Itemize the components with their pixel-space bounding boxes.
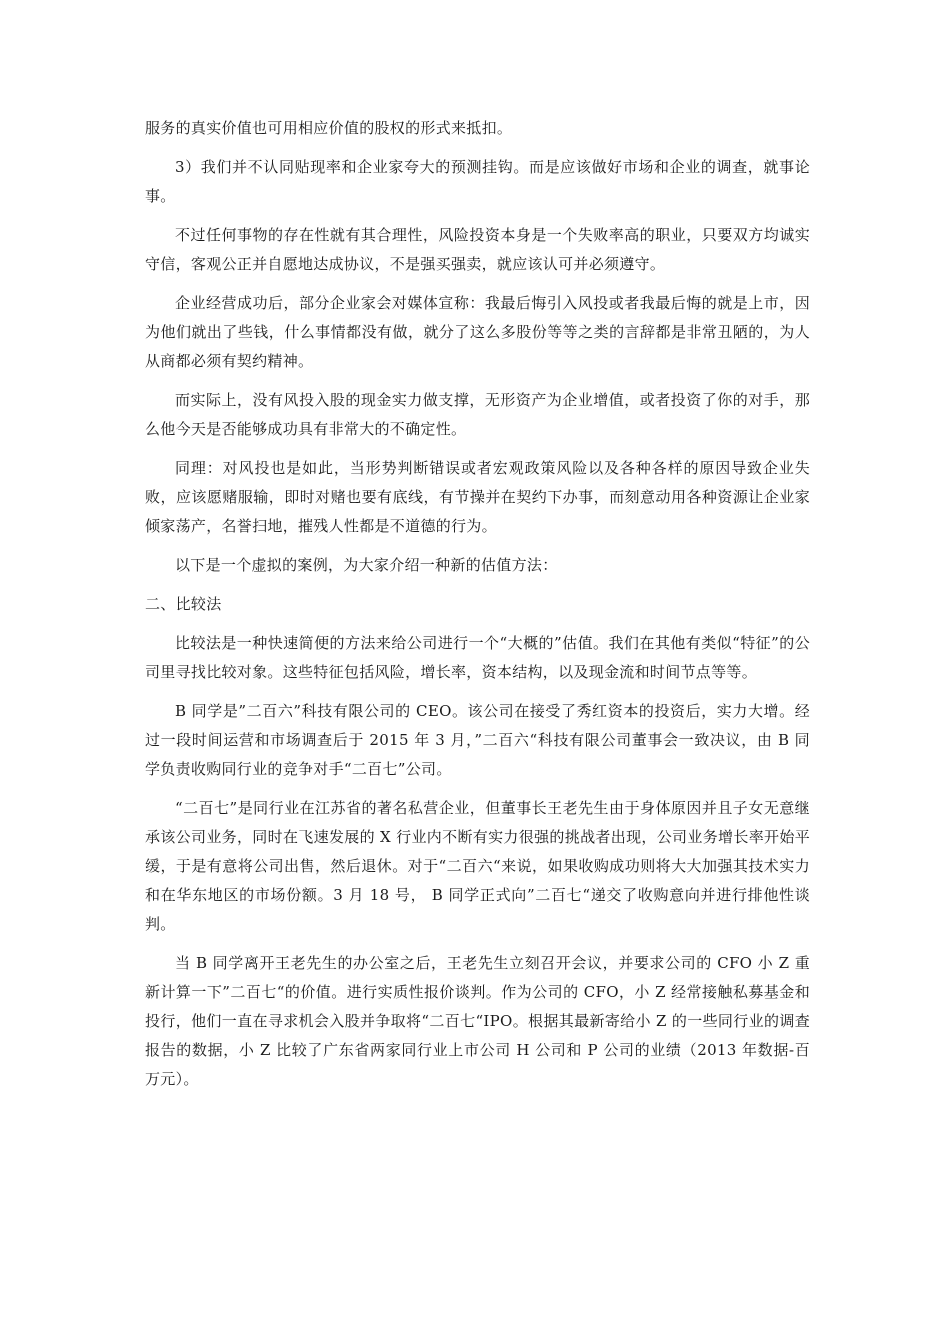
paragraph-case-cfo-valuation: 当 B 同学离开王老先生的办公室之后，王老先生立刻召开会议，并要求公司的 CFO 小 Z 重新计算一下”二百七“的价值。进行实质性报价谈判。作为公司的 CFO，小 Z 经常接触私募基金和投行，他们一直在寻求机会入股并争取将“二百七“IPO。根据其最新寄给小 Z 的一些同行业的调查报告的数据，小 Z 比较了广东省两家同行业上市公司 H 公司和 P 公司的业绩（2013 年数据-百万元）。: [145, 954, 810, 1088]
paragraph-vc-ethics: 同理：对风投也是如此，当形势判断错误或者宏观政策风险以及各种各样的原因导致企业失败，应该愿赌服输，即时对赌也要有底线，有节操并在契约下办事，而刻意动用各种资源让企业家倾家荡产，名誉扫地，摧残人性都是不道德的行为。: [145, 459, 810, 535]
paragraph-entrepreneur-claims: 企业经营成功后，部分企业家会对媒体宣称：我最后悔引入风投或者我最后悔的就是上市，因为他们就出了些钱，什么事情都没有做，就分了这么多股份等等之类的言辞都是非常丑陋的，为人从商都必须有契约精神。: [145, 294, 810, 370]
paragraph-point-3: 3）我们并不认同贴现率和企业家夸大的预测挂钩。而是应该做好市场和企业的调查，就事论事。: [145, 158, 810, 205]
paragraph-continuation: 服务的真实价值也可用相应价值的股权的形式来抵扣。: [145, 119, 513, 137]
paragraph-rationality: 不过任何事物的存在性就有其合理性，风险投资本身是一个失败率高的职业，只要双方均诚实守信，客观公正并自愿地达成协议，不是强买强卖，就应该认可并必须遵守。: [145, 226, 810, 273]
paragraph-comparison-definition: 比较法是一种快速简便的方法来给公司进行一个“大概的”估值。我们在其他有类似“特征”的公司里寻找比较对象。这些特征包括风险，增长率，资本结构，以及现金流和时间节点等等。: [145, 634, 810, 681]
section-heading-comparison-method: 二、比较法: [145, 595, 222, 613]
paragraph-case-target-company: “二百七”是同行业在江苏省的著名私营企业，但董事长王老先生由于身体原因并且子女无意继承该公司业务，同时在飞速发展的 X 行业内不断有实力很强的挑战者出现，公司业务增长率开始平缓，于是有意将公司出售，然后退休。对于“二百六“来说，如果收购成功则将大大加强其技术实力和在华东地区的市场份额。3 月 18 号， B 同学正式向”二百七“递交了收购意向并进行排他性谈判。: [145, 799, 810, 933]
paragraph-case-intro: 以下是一个虚拟的案例，为大家介绍一种新的估值方法：: [175, 556, 558, 574]
paragraph-case-b-ceo: B 同学是”二百六”科技有限公司的 CEO。该公司在接受了秀红资本的投资后，实力大增。经过一段时间运营和市场调查后于 2015 年 3 月，”二百六“科技有限公司董事会一致决议，由 B 同学负责收购同行业的竞争对手“二百七”公司。: [145, 702, 810, 778]
document-body: [145, 114, 810, 1104]
paragraph-uncertainty: 而实际上，没有风投入股的现金实力做支撑，无形资产为企业增值，或者投资了你的对手，那么他今天是否能够成功具有非常大的不确定性。: [145, 391, 810, 438]
